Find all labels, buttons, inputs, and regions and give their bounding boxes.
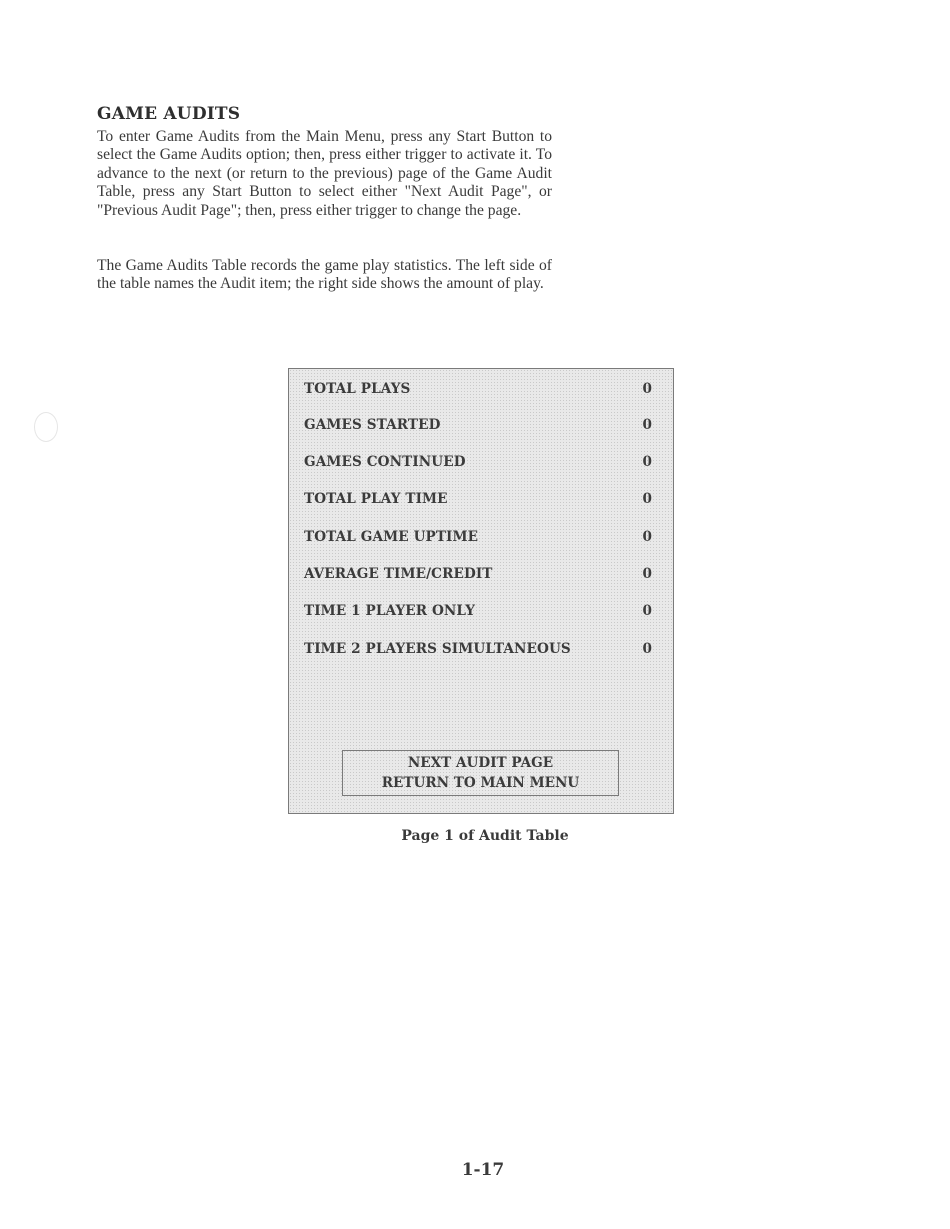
audit-value: 0 bbox=[642, 603, 652, 619]
audit-row-games-started bbox=[304, 417, 660, 437]
audit-label: TIME 1 PLAYER ONLY bbox=[304, 603, 476, 619]
audit-menu-box bbox=[342, 750, 619, 796]
scan-artifact bbox=[34, 412, 58, 442]
audit-label: TOTAL PLAY TIME bbox=[304, 491, 448, 507]
audit-row-total-play-time bbox=[304, 491, 660, 511]
audit-row-total-plays bbox=[304, 381, 660, 401]
audit-label: TOTAL PLAYS bbox=[304, 381, 411, 397]
audit-value: 0 bbox=[642, 454, 652, 470]
audit-label: TOTAL GAME UPTIME bbox=[304, 529, 479, 545]
audit-row-total-game-uptime bbox=[304, 529, 660, 549]
audit-value: 0 bbox=[642, 566, 652, 582]
audit-value: 0 bbox=[642, 529, 652, 545]
audit-label: TIME 2 PLAYERS SIMULTANEOUS bbox=[304, 641, 571, 657]
audit-value: 0 bbox=[642, 641, 652, 657]
audit-label: AVERAGE TIME/CREDIT bbox=[304, 566, 493, 582]
audit-value: 0 bbox=[642, 417, 652, 433]
description-paragraph: The Game Audits Table records the game play statistics. The left side of the table names the Audit item; the right side shows the amount of play. bbox=[97, 257, 552, 293]
audit-label: GAMES CONTINUED bbox=[304, 454, 466, 470]
return-to-main-menu-option[interactable]: RETURN TO MAIN MENU bbox=[381, 775, 580, 791]
audit-value: 0 bbox=[642, 381, 652, 397]
audit-table-screen bbox=[288, 368, 674, 814]
page-number: 1-17 bbox=[461, 1160, 505, 1180]
next-audit-page-option[interactable]: NEXT AUDIT PAGE bbox=[407, 755, 554, 771]
audit-row-games-continued bbox=[304, 454, 660, 474]
audit-label: GAMES STARTED bbox=[304, 417, 441, 433]
figure-caption: Page 1 of Audit Table bbox=[401, 828, 569, 844]
intro-paragraph: To enter Game Audits from the Main Menu, press any Start Button to select the Game Audits option; then, press either trigger to activate it. To advance to the next (or return to the previous) page of the Game Audit Table, press any Start Button to select either "Next Audit Page", or "Previous Audit Page"; then, press either trigger to change the page. bbox=[97, 128, 552, 219]
audit-row-time-2-players bbox=[304, 641, 660, 661]
audit-value: 0 bbox=[642, 491, 652, 507]
audit-row-time-1-player bbox=[304, 603, 660, 623]
audit-row-average-time-credit bbox=[304, 566, 660, 586]
section-heading: GAME AUDITS bbox=[97, 104, 241, 124]
